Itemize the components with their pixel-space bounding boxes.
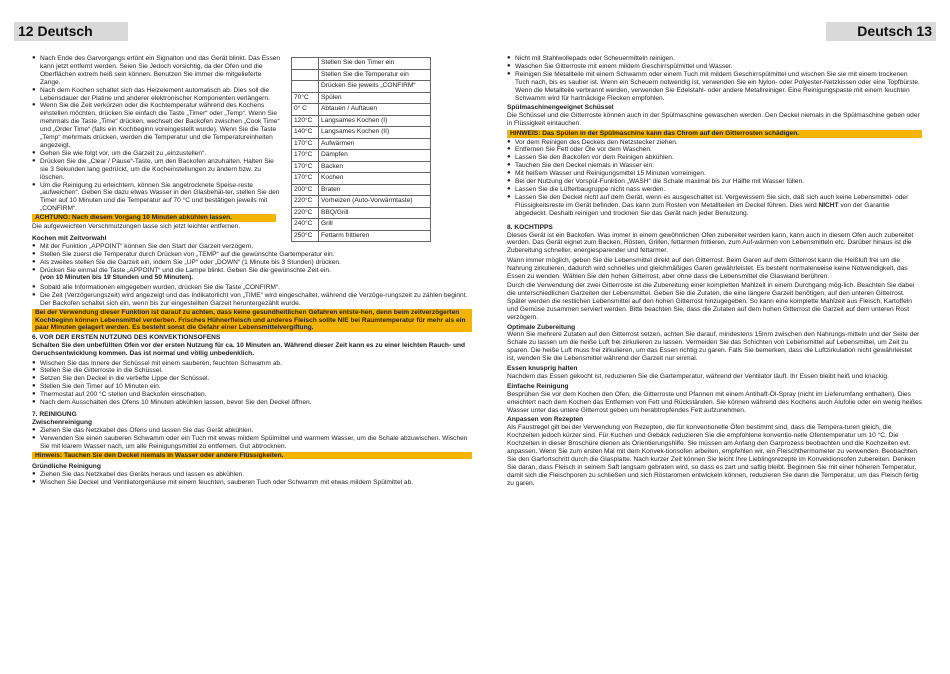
hint-dishwasher-chrome: HINWEIS: Das Spülen in der Spülmaschine kann das Chrom auf den Gitterrosten schädigen.: [507, 130, 922, 138]
list-item-text: Lassen Sie den Deckel nicht auf dem Gerät, wenn es ausgeschaltet ist. Vergewissern Sie sich, daß sich auch keine Lebensmittel- oder Flüssigkeitsreste im Gerät befinden. Das kann zum Rosten von Metallteilen im Deckel führen. Dies wird: [515, 193, 909, 209]
list-item: ● Drücken Sie die „Clear / Pause“-Taste, um den Backofen anzuhalten. Halten Sie sie 3 Sekunden lang gedrückt, um die Kocheinstellungen zu ändern bzw. zu löschen.: [32, 158, 282, 182]
page-number-right: Deutsch 13: [826, 22, 936, 41]
paragraph: Wenn Sie mehrere Zutaten auf den Gitterrost setzen, achten Sie darauf, mindestens 15mm zwischen den Nahrungs-mitteln und der Seite der Schale zu lassen um die heiße Luft frei zirkulieren zu lassen. Vermeiden Sie das Schichten von Lebensmittel auf Lebensmittel, um Zeit zu sparen. Die heiße Luft muss frei zirkulieren, um das Essen richtig zu garen. Falls Sie bemerken, dass die Luftzirkulation nicht gewährleistet ist, wenden Sie die Lebensmittel während der Garzeit nur einmal.: [507, 331, 920, 363]
paragraph: Dieses Gerät ist ein Backofen. Was immer in einem gewöhnlichen Ofen zubereitet werden kann, kann auch in diesem Ofen auch zubereitet werden. Das Gerät eignet zum Backen, Rösten, Grillen, fettarmen frittieren, zum Auf-wärmen von Lebensmitteln etc. Darüber hinaus ist die Zubereitung schneller, energiesparender und fettarmer.: [507, 231, 914, 255]
metal-clean-list: [507, 55, 922, 102]
deep-clean-list: [32, 471, 472, 487]
table-cell: 200°C: [292, 184, 319, 196]
crisp-heading: Essen knusprig halten: [507, 365, 578, 373]
list-item: ● Waschen Sie Gitterroste mit einem mildem Geschirrspülmittel und Wasser.: [507, 63, 922, 71]
table-row: [292, 138, 431, 150]
table-cell: Stellen Sie den Timer ein: [319, 58, 431, 70]
deep-clean-heading: Gründliche Reinigung: [32, 463, 101, 471]
optimal-heading: Optimale Zubereitung: [507, 323, 576, 331]
list-item: ● Entfernen Sie Fett oder Öle vor dem Waschen.: [507, 146, 922, 154]
table-cell: Spülen: [319, 92, 431, 104]
list-item: ● Die Zeit (Verzögerungszeit) wird angezeigt und das Indikatorlicht von „TIME“ wird eingeschaltet, während die Verzöge-rungszeit zu zählen beginnt. Der Backofen schaltet sich ein, wenn bis zur eingestellten Garzeit heruntergezählt wurde.: [32, 292, 472, 308]
table-row: [292, 161, 431, 173]
section7-list: [32, 427, 472, 451]
table-cell: Langsames Kochen (I): [319, 115, 431, 127]
easy-clean-heading: Einfache Reinigung: [507, 382, 569, 390]
list-item: ● Nach dem Ausschalten des Ofens 10 Minuten abkühlen lassen, bevor Sie den Deckel öffnen.: [32, 399, 472, 407]
after-warning-text: Die aufgeweichten Verschmutzungen lasse sich jetzt leichter entfernen.: [32, 223, 241, 231]
table-cell: Backen: [319, 161, 431, 173]
lid-clean-list: [507, 139, 922, 218]
table-cell: 170°C: [292, 138, 319, 150]
table-cell: 70°C: [292, 92, 319, 104]
table-cell: 120°C: [292, 115, 319, 127]
table-cell: 250°C: [292, 230, 319, 242]
list-item: ● Nach dem Kochen schaltet sich das Heizelement automatisch ab. Dies soll die Lebensdauer der Platine und anderer elektronischer Komponenten verlängern.: [32, 87, 282, 103]
list-item: [507, 194, 922, 218]
section7-heading: 7. REINIGUNG: [32, 410, 77, 418]
table-row: [292, 196, 431, 208]
table-cell: 170°C: [292, 150, 319, 162]
dishwasher-heading: Spülmaschinengeeignet Schüssel: [507, 104, 614, 112]
paragraph: Als Faustregel gilt bei der Verwendung von Rezepten, die für konventionelle Öfen bestimmt sind, dass die Tempera-turen gleich, die Kochzeiten jedoch kürzer sind. Für Kuchen und Gebäck reduzieren Sie die empfohlene konventio-nelle Ofentemperatur um 10 °C. Die Kochzeiten in dieser Broschüre dienen als Orientierungshilfe. Sie müssen am Anfang den Garprozess beobachten und die Kochzeiten evt. anpassen. Wenn Sie zum ersten Mal mit dem Konvek-tionsofen arbeiten, empfehlen wir, ein Fleischthermometer zu verwenden. Beobachten Sie den Garfortschritt durch die Glasplatte. Nach kurzer Zeit können Sie leicht Ihre Lieblingsrezepte im Konvektionsofen zubereiten. Denken Sie daran, dass Fleisch in seinem Saft langsam gebraten wird, so dass es zart und saftig bleibt. Beginnen Sie mit einer höheren Temperatur, damit sich die Fleischporen zu schließen und sich Röstaromen entwickeln können, reduzieren Sie dann die Temperatur, um das Fleisch fertig zu garen.: [507, 424, 919, 487]
table-cell: Fettarm frittieren: [319, 230, 431, 242]
list-item: ● Stellen Sie zuerst die Temperatur durch Drücken von „TEMP“ auf die gewünschte Gartemperatur ein.: [32, 251, 472, 259]
list-item: ● Mit der Funktion „APPOINT“ können Sie den Start der Garzeit verzögern.: [32, 243, 472, 251]
list-item: ● Wischen Sie das Innere der Schüssel mit einem sauberen, feuchten Schwamm ab.: [32, 360, 472, 368]
table-row: [292, 184, 431, 196]
table-row: [292, 127, 431, 139]
page-number-left: 12 Deutsch: [14, 22, 128, 41]
table-cell: Vorheizen (Auto-Vorwärmtaste): [319, 196, 431, 208]
list-item: ● Verwenden Sie einen sauberen Schwamm oder ein Tuch mit etwas mildem Spülmittel und warmem Wasser, um die Schale abzuwischen. Wischen Sie mit klarem Wasser nach, um alle Reinigungsmittel zu entfernen. Gut abtrocknen.: [32, 435, 472, 451]
intro-list: [32, 55, 282, 213]
table-row: [292, 173, 431, 185]
table-cell: 170°C: [292, 173, 319, 185]
list-item: ● Nach Ende des Garvorgangs ertönt ein Signalton und das Gerät blinkt. Das Essen kann jetzt entfernt werden. Seien Sie Jedoch vorsichtig, da der Ofen und die Oberflächen extrem heiß sein können. Benutzen Sie immer die mitgelieferte Zange.: [32, 55, 282, 87]
hint-lid-water: Hinweis: Tauchen Sie den Deckel niemals in Wasser oder andere Flüssigkeiten.: [32, 452, 472, 460]
list-item: ● Nicht mit Stahlwollepads oder Scheuermitteln reinigen.: [507, 55, 922, 63]
list-item: ● Bei der Nutzung der Vorspül-Funktion „WASH“ die Schale maximal bis zur Hälfte mit Wasser füllen.: [507, 178, 922, 186]
section8-heading: 8. KOCHTIPPS: [507, 223, 553, 231]
table-cell: Langsames Kochen (II): [319, 127, 431, 139]
list-item: ● Wischen Sie Deckel und Ventilatorgehäuse mit einem feuchten, sauberen Tuch oder Schwamm mit etwas mildem Spülmittel ab.: [32, 479, 472, 487]
table-cell: Grill: [319, 219, 431, 231]
list-item: ● Als zweites stellen Sie die Garzeit ein, indem Sie „UP“ oder „DOWN“ (1 Minute bis 3 Stunden) drücken.: [32, 259, 472, 267]
section6-list: [32, 360, 472, 407]
list-item-emphasis: NICHT: [818, 201, 839, 209]
table-row: [292, 150, 431, 162]
table-row: [292, 81, 431, 93]
table-cell: 170°C: [292, 161, 319, 173]
list-item: ● Wenn Sie die Zeit verkürzen oder die Kochtemperatur während des Kochens einstellen möchten, drücken Sie einfach die Taste „Timer“ oder „Temp“. Wenn Sie mehrmals die Taste „Time“ drücken, wechselt der Backofen zwischen „Cook Time“ und „Order Time“ (falls ein Kochbeginn voreingestellt wurde). Wenn Sie die Taste „Temp“ mehrmals drücken, werden die Temperatur und die Temperatureinheiten angezeigt.: [32, 102, 282, 149]
list-item: ● Thermostat auf 200 °C stellen und Backofen einschalten.: [32, 391, 472, 399]
list-item: ● Mit heißem Wasser und Reinigungsmittel 15 Minuten vorreinigen.: [507, 170, 922, 178]
section7-subheading: Zwischenreinigung: [32, 418, 93, 426]
list-item: ● Stellen Sie die Gitterroste in die Schüssel.: [32, 367, 472, 375]
table-cell: 220°C: [292, 207, 319, 219]
list-item: ● Lassen Sie die Lüfterbaugruppe nicht nass werden.: [507, 186, 922, 194]
delay-heading: Kochen mit Zeitvorwahl: [32, 234, 107, 242]
dishwasher-text: Die Schüssel und die Gitterroste können auch in der Spülmaschine gewaschen werden. Den Deckel niemals in die Spülmaschine geben oder in Flüssigkeit eintauchen.: [507, 112, 920, 128]
table-cell: 0° C: [292, 104, 319, 116]
table-cell: Dämpfen: [319, 150, 431, 162]
table-row: [292, 230, 431, 242]
list-item: ● Ziehen Sie das Netzkabel des Ofens und lassen Sie das Gerät abkühlen.: [32, 427, 472, 435]
temperature-table: [291, 57, 431, 242]
warning-food-safety: Bei der Verwendung dieser Funktion ist darauf zu achten, dass keine gesundheitlichen Gefahren entste-hen, denn beim zeitverzögerten Kochbeginn können Lebensmittel verderben. Frisches Hühnerfleisch und anderes Fleisch sollte NIE bei Raumtemperatur für mehr als ein paar Minuten gelagert werden. Es besteht sonst die Gefahr einer Lebensmittelvergiftung.: [32, 309, 472, 333]
table-cell: 140°C: [292, 127, 319, 139]
list-item: ● Gehen Sie wie folgt vor, um die Garzeit zu „einzustellen“.: [32, 150, 282, 158]
table-row: [292, 207, 431, 219]
list-item: ● Vor dem Reinigen des Deckels den Netzstecker ziehen.: [507, 139, 922, 147]
list-item: ● Ziehen Sie das Netzkabel des Geräts heraus und lassen es abkühlen.: [32, 471, 472, 479]
list-item: ● Sobald alle Informationen eingegeben wurden, drücken Sie die Taste „CONFIRM“.: [32, 284, 472, 292]
table-row: [292, 219, 431, 231]
right-column: [507, 55, 922, 489]
section6-heading: 6. VOR DER ERSTEN NUTZUNG DES KONVEKTIONSOFENS: [32, 334, 221, 342]
table-cell: Abtauen / Auftauen: [319, 104, 431, 116]
list-item: ● Stellen Sie den Timer auf 10 Minuten ein.: [32, 383, 472, 391]
delay-list-2: [32, 284, 472, 308]
delay-range: (von 10 Minuten bis 19 Stunden und 50 Minuten).: [40, 274, 194, 282]
paragraph: Durch die Verwendung der zwei Gitterroste ist die Zubereitung einer kompletten Mahlzeit in einem Durchgang mög-lich. Beachten Sie dabei die unterschiedlichen Garzeiten der Lebensmittel. Geben Sie die Zutaten, die eine längere Garzeit benötigen, auf den unteren Gitterrost. Später werden die restlichen Lebensmittel auf den hohen Gitterrost hinzugegeben. So kann eine komplette Mahlzeit aus Fleisch, Kartoffeln und Gemüse zusammen serviert werden. Bitte beachten Sie, dass die Zutaten auf dem hohen Gitterrost die Garzeit auf dem unteren Rost verzögern.: [507, 281, 915, 321]
table-row: [292, 58, 431, 70]
table-row: [292, 115, 431, 127]
table-cell: 220°C: [292, 196, 319, 208]
paragraph: Besprühen Sie vor dem Kochen den Ofen, die Gitterroste und Pfannen mit einem Antihaft-Öl-Spray (nicht im Lieferumfang enthalten). Dies erleichtert nach dem Kochen das Entfernen von Fett und Rückständen. Sie können während des Kochens auch Alufolie oder ein wenig heißes Wasser unter das untere Gitterrost geben um herabtropfendes Fett aufzunehmen.: [507, 390, 922, 414]
table-cell: Drücken Sie jeweils „CONFIRM“: [319, 81, 431, 93]
list-item: ● Lassen Sie den Backofen vor dem Reinigen abkühlen.: [507, 154, 922, 162]
list-item-text: von der Garantie abgedeckt. Deshalb reinigen und trocknen Sie das Gerät nach jeder Benutzung.: [515, 201, 890, 217]
table-row: [292, 92, 431, 104]
table-cell: 240°C: [292, 219, 319, 231]
delay-list: [32, 243, 472, 275]
paragraph: Wann immer möglich, geben Sie die Lebensmittel direkt auf den Gitterrost. Beim Garen auf dem Gitterrost kann die Heißluft frei um die Nahrung zirkulieren, dadurch wird schnelles und gleichmäßiges Garen gewährleistet. Es besteht normalerweise keine Notwendigkeit, das Essen zu wenden. Wählen Sie den hohen Gitterrost, aber ohne dass die Lebensmittel die Glaswand berühren.: [507, 256, 908, 280]
table-cell: Stellen Sie die Temperatur ein: [319, 69, 431, 81]
table-row: [292, 104, 431, 116]
section6-intro: Schalten Sie den unbefüllten Ofen vor der ersten Nutzung für ca. 10 Minuten an. Während dieser Zeit kann es zu einer leichten Rauch- und Geruchsentwicklung kommen. Das ist normal und völlig unbedenklich.: [32, 342, 466, 358]
list-item: ● Setzen Sie den Deckel in die vertiefte Lippe der Schüssel.: [32, 375, 472, 383]
warning-cool-down: ACHTUNG: Nach diesem Vorgang 10 Minuten abkühlen lassen.: [32, 214, 276, 222]
table-cell: Braten: [319, 184, 431, 196]
table-row: [292, 69, 431, 81]
recipe-heading: Anpassen von Rezepten: [507, 416, 584, 424]
table-cell: Kochen: [319, 173, 431, 185]
table-cell: BBQ/Grill: [319, 207, 431, 219]
paragraph: Nachdem das Essen gekocht ist, reduzieren Sie die Gartemperatur, während der Ventilator läuft. Ihr Essen bleibt heiß und knackig.: [507, 372, 889, 380]
list-item: ● Um die Reinigung zu erleichtern, können Sie angetrocknete Speise-reste „aufweichen“. Geben Sie dazu etwas Wasser in den Glasbehäl-ter, stellen Sie den Timer auf 10 Minuten und die Temperatur auf 70 °C und bestätigen jeweils mit „CONFIRM“.: [32, 182, 282, 214]
table-cell: Aufwärmen: [319, 138, 431, 150]
list-item: ● Tauchen Sie den Deckel niemals in Wasser ein.: [507, 162, 922, 170]
list-item: ● Drücken Sie einmal die Taste „APPOINT“ und die Lampe blinkt. Geben Sie die gewünschte Zeit ein.: [32, 267, 472, 275]
list-item: ● Reinigen Sie Metallteile mit einem Schwamm oder einem Tuch mit mildem Geschirrspülmittel und wischen Sie sie mit einem trockenen Tuch nach, bis es sauber ist. Wenn ein Scheuern notwendig ist, verwenden Sie ein Nylon- oder Polyester-Netzkissen oder eine Topfbürste. Wenn die Metallteile verbrannt werden, verwenden Sie Edelstahl- oder andere Metallreiniger. Eine Reinigungspaste mit einem feuchten Schwamm wird für hartnäckige Flecken empfohlen.: [507, 71, 922, 103]
